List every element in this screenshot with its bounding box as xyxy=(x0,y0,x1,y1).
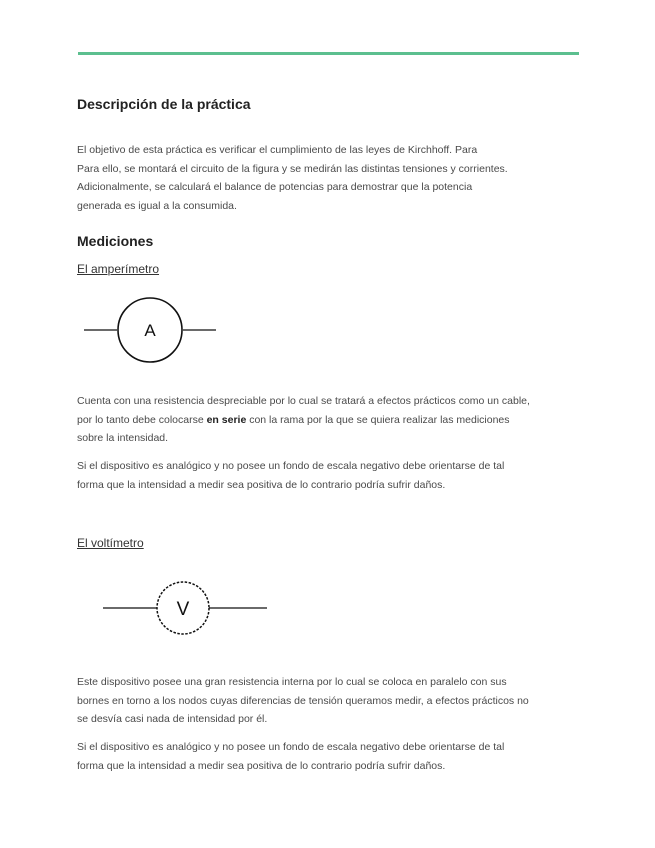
ammeter-p2-line-1: Si el dispositivo es analógico y no posee un fondo de escala negativo debe orientarse de tal xyxy=(77,460,505,472)
ammeter-symbol xyxy=(82,297,218,363)
voltmeter-p1-line-2: bornes en torno a los nodos cuyas diferencias de tensión queramos medir, a efectos prácticos no xyxy=(77,694,529,707)
description-line-1: El objetivo de esta práctica es verificar el cumplimiento de las leyes de Kirchhoff. Para xyxy=(77,144,478,156)
ammeter-title: El amperímetro xyxy=(77,262,160,276)
description-line-4: generada es igual a la consumida. xyxy=(77,199,237,212)
description-line-3: Adicionalmente, se calculará el balance de potencias para demostrar que la potencia xyxy=(77,181,473,193)
voltmeter-paragraph-2 xyxy=(77,738,582,775)
serie-emphasis: en serie xyxy=(206,413,247,426)
description-line-2: Para ello, se montará el circuito de la figura y se medirán las distintas tensiones y corrientes. xyxy=(77,162,508,175)
description-paragraph xyxy=(77,141,582,215)
ammeter-paragraph-1 xyxy=(77,392,582,448)
ammeter-p1-line-3: sobre la intensidad. xyxy=(77,432,169,444)
top-accent-rule xyxy=(78,52,579,55)
voltmeter-p2-line-1: Si el dispositivo es analógico y no posee un fondo de escala negativo debe orientarse de tal xyxy=(77,741,505,753)
voltmeter-paragraph-1 xyxy=(77,673,582,729)
ammeter-p2-line-2: forma que la intensidad a medir sea positiva de lo contrario podría sufrir daños. xyxy=(77,478,446,491)
measurements-heading: Mediciones xyxy=(77,233,154,249)
voltmeter-title: El voltímetro xyxy=(77,536,144,550)
voltmeter-p2-line-2: forma que la intensidad a medir sea positiva de lo contrario podría sufrir daños. xyxy=(77,759,446,772)
voltmeter-symbol xyxy=(102,579,268,637)
ammeter-paragraph-2 xyxy=(77,457,582,494)
description-heading: Descripción de la práctica xyxy=(77,96,251,112)
voltmeter-letter: V xyxy=(176,599,190,620)
ammeter-p1-line-1: Cuenta con una resistencia despreciable por lo cual se tratará a efectos prácticos como un cable, xyxy=(77,395,530,407)
ammeter-letter: A xyxy=(144,321,156,340)
voltmeter-p1-line-3: se desvía casi nada de intensidad por él. xyxy=(77,713,268,725)
voltmeter-p1-line-1: Este dispositivo posee una gran resistencia interna por lo cual se coloca en paralelo con sus xyxy=(77,676,507,688)
ammeter-p1-line-2: por lo tanto debe colocarse en serie con la rama por la que se quiera realizar las mediciones xyxy=(77,413,510,426)
